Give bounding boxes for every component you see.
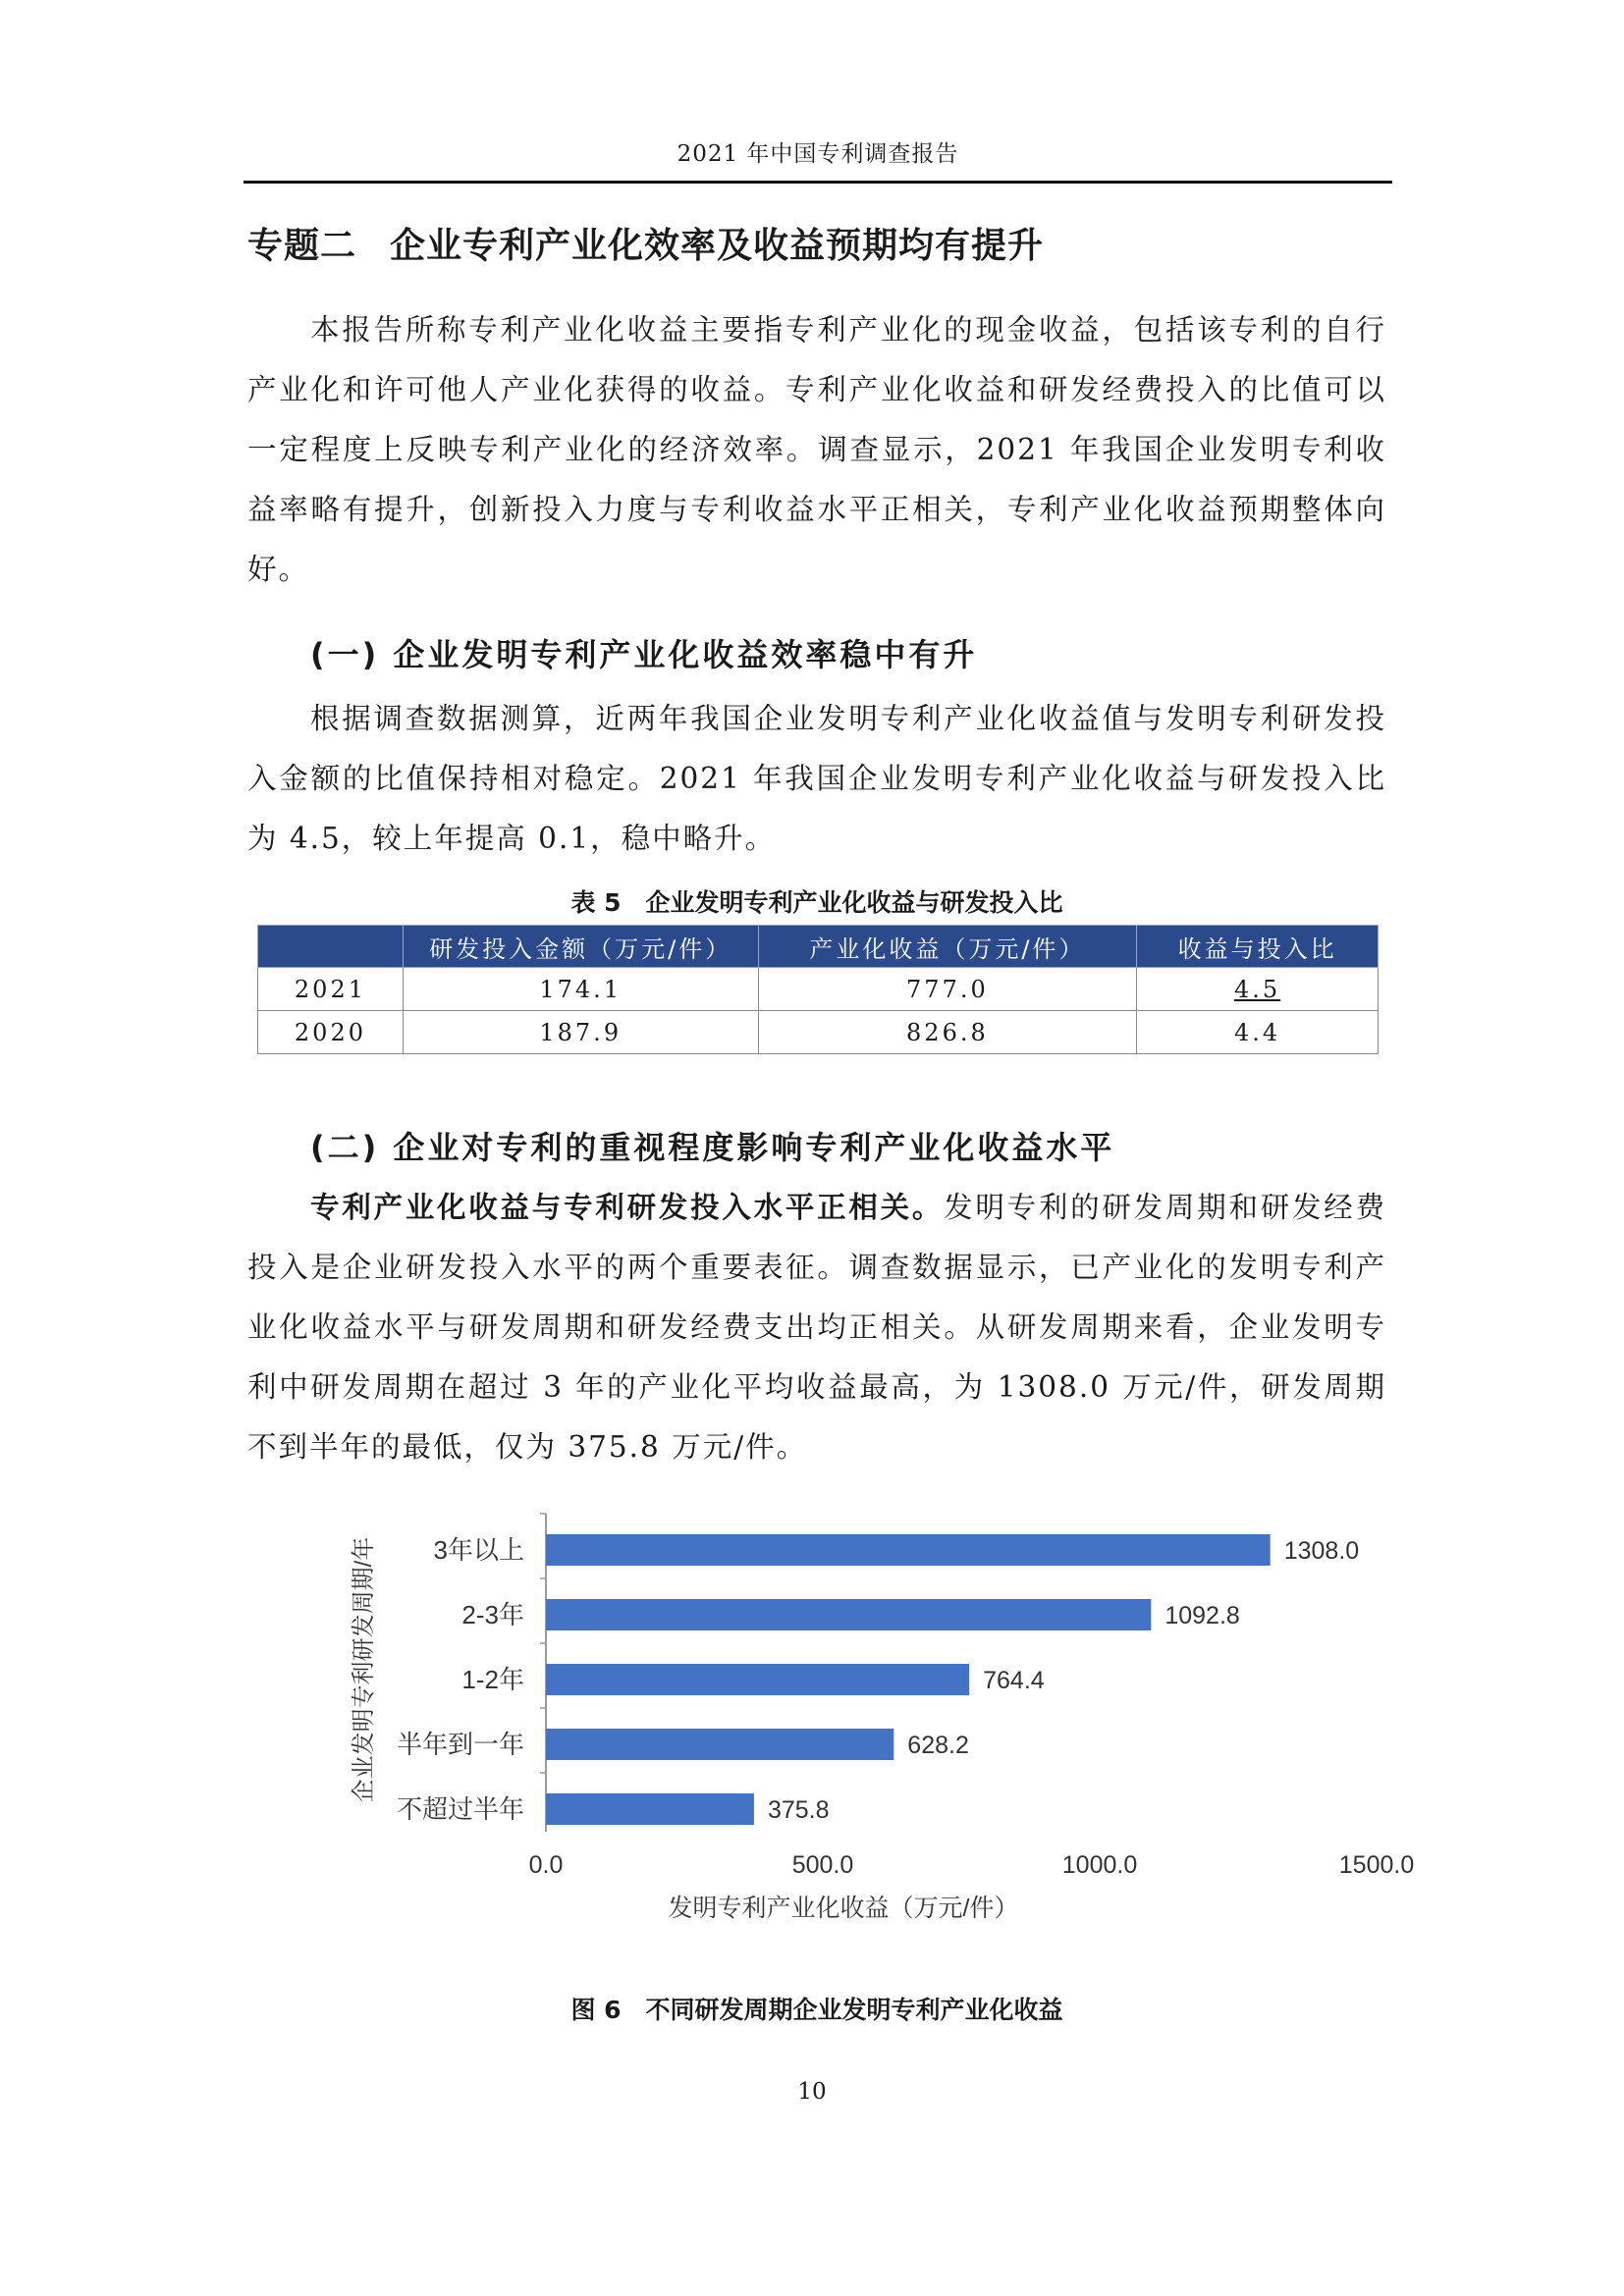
category-label: 不超过半年 (396, 1794, 524, 1824)
table-cell: 4.4 (1137, 1011, 1379, 1054)
x-tick-label: 500.0 (791, 1851, 854, 1879)
table-cell: 187.9 (403, 1011, 758, 1054)
underlined-value: 4.5 (1234, 975, 1281, 1003)
page-number: 10 (797, 2079, 827, 2105)
data-label: 764.4 (983, 1667, 1045, 1694)
subsection2-heading: (二) 企业对专利的重视程度影响专利产业化收益水平 (310, 1129, 1115, 1166)
intro-paragraph: 本报告所称专利产业化收益主要指专利产业化的现金收益，包括该专利的自行产业化和许可他人产业化获得的收益。专利产业化收益和研发经费投入的比值可以一定程度上反映专利产业化的经济效率。调查显示，2021 年我国企业发明专利收益率略有提升，创新投入力度与专利收益水平正相关，专利产业化收益预期整体向好。 (247, 313, 1386, 586)
bar (546, 1599, 1151, 1630)
x-tick-label: 1500.0 (1338, 1851, 1415, 1879)
table-cell: 174.1 (403, 968, 758, 1011)
table-cell: 777.0 (758, 968, 1137, 1011)
data-label: 375.8 (767, 1796, 830, 1824)
subsection2-lead: 专利产业化收益与专利研发投入水平正相关。 (310, 1191, 945, 1224)
x-tick-label: 1000.0 (1061, 1851, 1138, 1879)
data-label: 1308.0 (1283, 1537, 1360, 1565)
table-cell: 2021 (258, 968, 404, 1011)
figure-caption: 图 6 不同研发周期企业发明专利产业化收益 (570, 1996, 1063, 2024)
category-label: 3年以上 (433, 1535, 524, 1565)
category-label: 1-2年 (461, 1665, 524, 1694)
table-caption: 表 5 企业发明专利产业化收益与研发投入比 (570, 888, 1063, 917)
section-number: 专题二 (247, 226, 357, 266)
table-cell: 2020 (258, 1011, 404, 1054)
running-header: 2021 年中国专利调查报告 (677, 141, 959, 167)
bar (546, 1793, 754, 1825)
subsection2-body: 发明专利的研发周期和研发经费投入是企业研发投入水平的两个重要表征。调查数据显示，已产业化的发明专利产业化收益水平与研发周期和研发经费支出均正相关。从研发周期来看，企业发明专利中研发周期在超过 3 年的产业化平均收益最高，为 1308.0 万元/件，研发周期不到半年的最低，仅为 375.8 万元/件。 (247, 1191, 1386, 1464)
subsection1-heading: (一) 企业发明专利产业化收益效率稳中有升 (310, 636, 978, 673)
x-axis-label: 发明专利产业化收益（万元/件） (668, 1895, 1019, 1922)
table-cell: 826.8 (758, 1011, 1137, 1054)
bar (546, 1664, 969, 1695)
y-axis-label: 企业发明专利研发周期/年 (351, 1536, 377, 1803)
bar (546, 1729, 893, 1760)
data-label: 1092.8 (1164, 1602, 1240, 1629)
table-header-cell: 产业化收益（万元/件） (758, 926, 1137, 968)
category-label: 2-3年 (461, 1600, 524, 1629)
table-header-cell: 收益与投入比 (1137, 926, 1379, 968)
category-label: 半年到一年 (396, 1730, 524, 1759)
table-header-cell: 研发投入金额（万元/件） (403, 926, 758, 968)
section-title-text: 企业专利产业化效率及收益预期均有提升 (390, 226, 1045, 266)
subsection1-paragraph: 根据调查数据测算，近两年我国企业发明专利产业化收益值与发明专利研发投入金额的比值保持相对稳定。2021 年我国企业发明专利产业化收益与研发投入比为 4.5，较上年提高 0.1，稳中略升。 (247, 702, 1386, 855)
x-tick-label: 0.0 (528, 1851, 564, 1879)
bar (546, 1534, 1271, 1566)
data-label: 628.2 (907, 1732, 969, 1759)
